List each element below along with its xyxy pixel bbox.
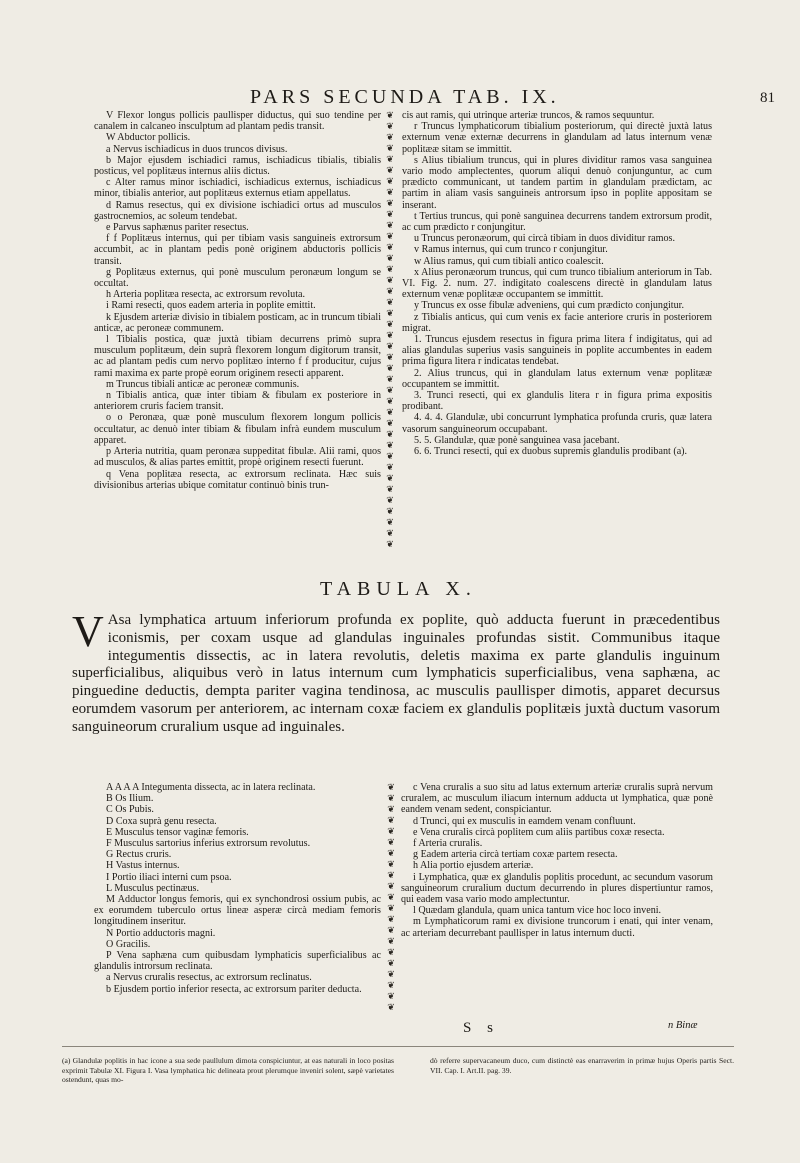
list-item: W Abductor pollicis. [106, 132, 191, 144]
list-item: V Flexor longus pollicis paullisper diductus, qui suo tendine per canalem in calcaneo insculptum ad plantam pedis transit. [94, 110, 381, 133]
list-item: y Truncus ex osse fibulæ adveniens, qui cum prædicto conjungitur. [414, 300, 684, 312]
list-item: b Ejusdem portio inferior resecta, ac extrorsum pariter deducta. [106, 983, 362, 995]
running-title: PARS SECUNDA TAB. IX. [250, 86, 560, 108]
list-item: 1. Truncus ejusdem resectus in figura prima litera f indigitatus, qui ad alias glandulas superius vasis sanguineis in poplite accumbentes in eadem prima figura litera r indicatas tendebat. [402, 334, 712, 368]
footnote-right: dò referre supervacaneum duco, cum distinctè eas enarraverim in primæ hujus Operis partis Sect. VII. Cap. I. Art.II. pag. 39. [430, 1056, 734, 1075]
list-item: l Quædam glandula, quam unica tantum vice hoc loco inveni. [413, 905, 662, 917]
catchword: n Binæ [668, 1020, 698, 1031]
list-item: q Vena poplitæa resecta, ac extrorsum reclinata. Hæc suis divisionibus arterias ubique comitatur continuò binis trun- [94, 468, 381, 491]
list-item: u Truncus peronæorum, qui circà tibiam in duos dividitur ramos. [414, 233, 676, 245]
list-item: C Os Pubis. [106, 804, 154, 816]
list-item: 3. Trunci resecti, qui ex glandulis litera r in figura prima expositis prodibant. [402, 390, 712, 413]
list-item: a Nervus ischiadicus in duos truncos divisus. [106, 143, 288, 155]
list-item: t Tertius truncus, qui ponè sanguinea decurrens tandem extrorsum prodit, ac cum prædicto r conjungitur. [402, 210, 712, 234]
list-item: x Alius peronæorum truncus, qui cum trunco tibialium anteriorum in Tab. VI. Fig. 2. num. 27. indigitato coalescens directè in glandulam latus externum venæ poplitææ occupantem se immittit. [402, 266, 712, 301]
list-item: h Arteria poplitæa resecta, ac extrorsum revoluta. [106, 289, 305, 301]
intro-paragraph [72, 607, 720, 737]
list-item: B Os Ilium. [106, 793, 154, 805]
list-item: i Rami resecti, quos eadem arteria in poplite emittit. [106, 300, 316, 312]
list-item: G Rectus cruris. [106, 849, 172, 861]
page-number: 81 [760, 90, 775, 106]
list-item: 4. 4. 4. Glandulæ, ubi concurrunt lymphatica profunda cruris, quæ latera vasorum sanguineorum occupabant. [402, 412, 712, 435]
list-item: l Tibialis postica, quæ juxtà tibiam decurrens primò supra musculum poplitæum, dein suprà flexorem longum digitorum transit, ac ad plantam pedis cum nervo poplitæo interno f f producitur, cujus rami maxima ex parte propè eorum originem resecti apparent. [94, 334, 381, 379]
list-item: 2. Alius truncus, qui in glandulam latus externum venæ poplitææ occupantem se immittit. [402, 367, 712, 390]
list-item: e Parvus saphænus pariter resectus. [106, 222, 249, 234]
list-item: I Portio iliaci interni cum psoa. [106, 871, 232, 883]
section-title: TABULA X. [320, 578, 477, 600]
list-item: g Poplitæus externus, qui ponè musculum peronæum longum se occultat. [94, 266, 381, 290]
footnote-rule [62, 1046, 734, 1047]
list-item: 6. 6. Trunci resecti, qui ex duobus supremis glandulis prodibant (a). [414, 446, 688, 458]
bottom-right-column [401, 782, 713, 939]
list-item: v Ramus internus, qui cum trunco r conjungitur. [414, 244, 608, 256]
list-item: O Gracilis. [106, 938, 151, 950]
ornament-divider-icon: ❦ ❦ ❦ ❦ ❦ ❦ ❦ ❦ ❦ ❦ ❦ ❦ ❦ ❦ ❦ ❦ ❦ ❦ ❦ ❦ ❦ ❦ ❦ ❦ ❦ ❦ ❦ ❦ ❦ ❦ ❦ ❦ ❦ ❦ ❦ ❦ ❦ ❦ ❦ ❦ [386, 110, 394, 549]
list-item: d Trunci, qui ex musculis in eamdem venam confluunt. [413, 815, 636, 827]
list-item: o o Peronæa, quæ ponè musculum flexorem longum pollicis occultatur, ac denuò inter tibiam & fibulam infrà eundem musculum apparet. [94, 412, 381, 446]
list-item: H Vastus internus. [106, 860, 180, 872]
list-item: P Vena saphæna cum quibusdam lymphaticis superficialibus ac glandulis introrsum reclinata. [94, 950, 381, 973]
list-item: s Alius tibialium truncus, qui in plures dividitur ramos vasa sanguinea vario modo amplectentes, quorum aliqui denuò conjunguntur, ac cum prædicto communicant, ut tandem partim in glandulam prædictam, ac partim in aliam vasis sanguineis antrorsum ipso in poplite appositam se inserant. [402, 154, 712, 211]
list-item: c Vena cruralis a suo situ ad latus externum arteriæ cruralis suprà nervum cruralem, ac musculum iliacum internum adducta ut lymphatica, quæ ponè eandem venam sedent, conspiciantur. [401, 782, 713, 816]
top-right-column [402, 110, 712, 457]
list-item: a Nervus cruralis resectus, ac extrorsum reclinatus. [106, 972, 312, 984]
bottom-left-column [94, 782, 381, 995]
list-item: F Musculus sartorius inferius extrorsum revolutus. [106, 838, 311, 850]
list-item: 5. 5. Glandulæ, quæ ponè sanguinea vasa jacebant. [414, 434, 620, 446]
footnote-left: (a) Glandulæ poplitis in hac icone a sua sede paullulum dimota conspiciuntur, at eas naturali in loco positas exprimit Tabulæ XI. Figura I. Vasa lymphatica hic delineata prout plerumque inveniri solent, sæpè varietates ostendunt, quas mo- [62, 1056, 394, 1085]
list-item: M Adductor longus femoris, qui ex synchondrosi ossium pubis, ac ex eorumdem tuberculo ortus lineæ asperæ circà mediam femoris longitudinem inseritur. [94, 894, 381, 928]
list-item: D Coxa suprà genu resecta. [106, 815, 217, 827]
list-item: m Lymphaticorum rami ex divisione truncorum i enati, qui inter venam, ac arteriam decurrebant paullisper in latus internum ducti. [401, 916, 713, 939]
drop-cap: V [72, 607, 104, 656]
list-item: L Musculus pectinæus. [106, 882, 199, 894]
list-item: A A A A Integumenta dissecta, ac in latera reclinata. [106, 782, 316, 793]
list-item: r Truncus lymphaticorum tibialium posteriorum, qui directè juxtà latus externum venæ externæ decurrens in glandulam ad latus internum venæ poplitææ sitam se immittit. [402, 121, 712, 155]
list-item: f Arteria cruralis. [413, 838, 483, 850]
list-item: h Alia portio ejusdem arteriæ. [413, 860, 534, 872]
list-item: cis aut ramis, qui utrinque arteriæ truncos, & ramos sequuntur. [402, 110, 655, 121]
list-item: m Truncus tibiali anticæ ac peroneæ communis. [106, 378, 300, 390]
list-item: f f Poplitæus internus, qui per tibiam vasis sanguineis extrorsum accumbit, ac in plantam pedis ponè originem abductoris pollicis transit. [94, 233, 381, 267]
top-left-column [94, 110, 381, 491]
list-item: i Lymphatica, quæ ex glandulis poplitis procedunt, ac secundum vasorum sanguineorum cruralium ductum decurrendo in plures dispertiuntur ramos, qui eadem vasa vario modo amplectuntur. [401, 871, 713, 906]
list-item: p Arteria nutritia, quam peronæa suppeditat fibulæ. Alii rami, quos ad musculos, & alias partes emittit, propè originem resecti fuerunt. [94, 446, 381, 469]
ornament-divider-icon: ❦ ❦ ❦ ❦ ❦ ❦ ❦ ❦ ❦ ❦ ❦ ❦ ❦ ❦ ❦ ❦ ❦ ❦ ❦ ❦ ❦ [387, 782, 395, 1012]
list-item: E Musculus tensor vaginæ femoris. [106, 826, 249, 838]
list-item: d Ramus resectus, qui ex divisione ischiadici ortus ad musculos gastrocnemios, ac soleum tendebat. [94, 199, 381, 222]
list-item: e Vena cruralis circà poplitem cum aliis partibus coxæ resecta. [413, 826, 665, 838]
list-item: N Portio adductoris magni. [106, 927, 216, 939]
signature-mark: S s [463, 1020, 499, 1036]
list-item: c Alter ramus minor ischiadici, ischiadicus externus, ischiadicus minor, tibialis anterior, aut poplitæus externus etiam appellatus. [94, 177, 381, 200]
list-item: k Ejusdem arteriæ divisio in tibialem posticam, ac in truncum tibiali anticæ, ac peroneæ communem. [94, 311, 382, 334]
list-item: b Major ejusdem ischiadici ramus, ischiadicus tibialis, tibialis posticus, vel poplitæus internus aliis dictus. [94, 154, 381, 178]
list-item: w Alius ramus, qui cum tibiali antico coalescit. [414, 255, 604, 267]
list-item: n Tibialis antica, quæ inter tibiam & fibulam ex posteriore in anteriorem cruris faciem transit. [94, 390, 381, 413]
list-item: g Eadem arteria circà tertiam coxæ partem resecta. [413, 849, 618, 861]
intro-text: Asa lymphatica artuum inferiorum profunda ex poplite, quò adducta fuerunt in præcedentibus iconismis, per coxam usque ad glandulas inguinales profundas sistit. Communibus itaque integumentis dissectis, ac in latera revolutis, deletis maxima ex parte glandulis inguinum superficialibus, aliquibus verò in latus internum cum lymphaticis superficialibus, vena saphæna, ac pinguedine deductis, dempta pariter vagina tendinosa, ac musculis paullisper dimotis, apparet decursus eorumdem vasorum per anteriorem, ac internam coxæ faciem ex glandulis poplitæis juxtà ductum vasorum sanguineorum cruralium usque ad inguinales. [72, 612, 720, 735]
list-item: z Tibialis anticus, qui cum venis ex facie anteriore cruris in posteriorem migrat. [402, 311, 712, 334]
